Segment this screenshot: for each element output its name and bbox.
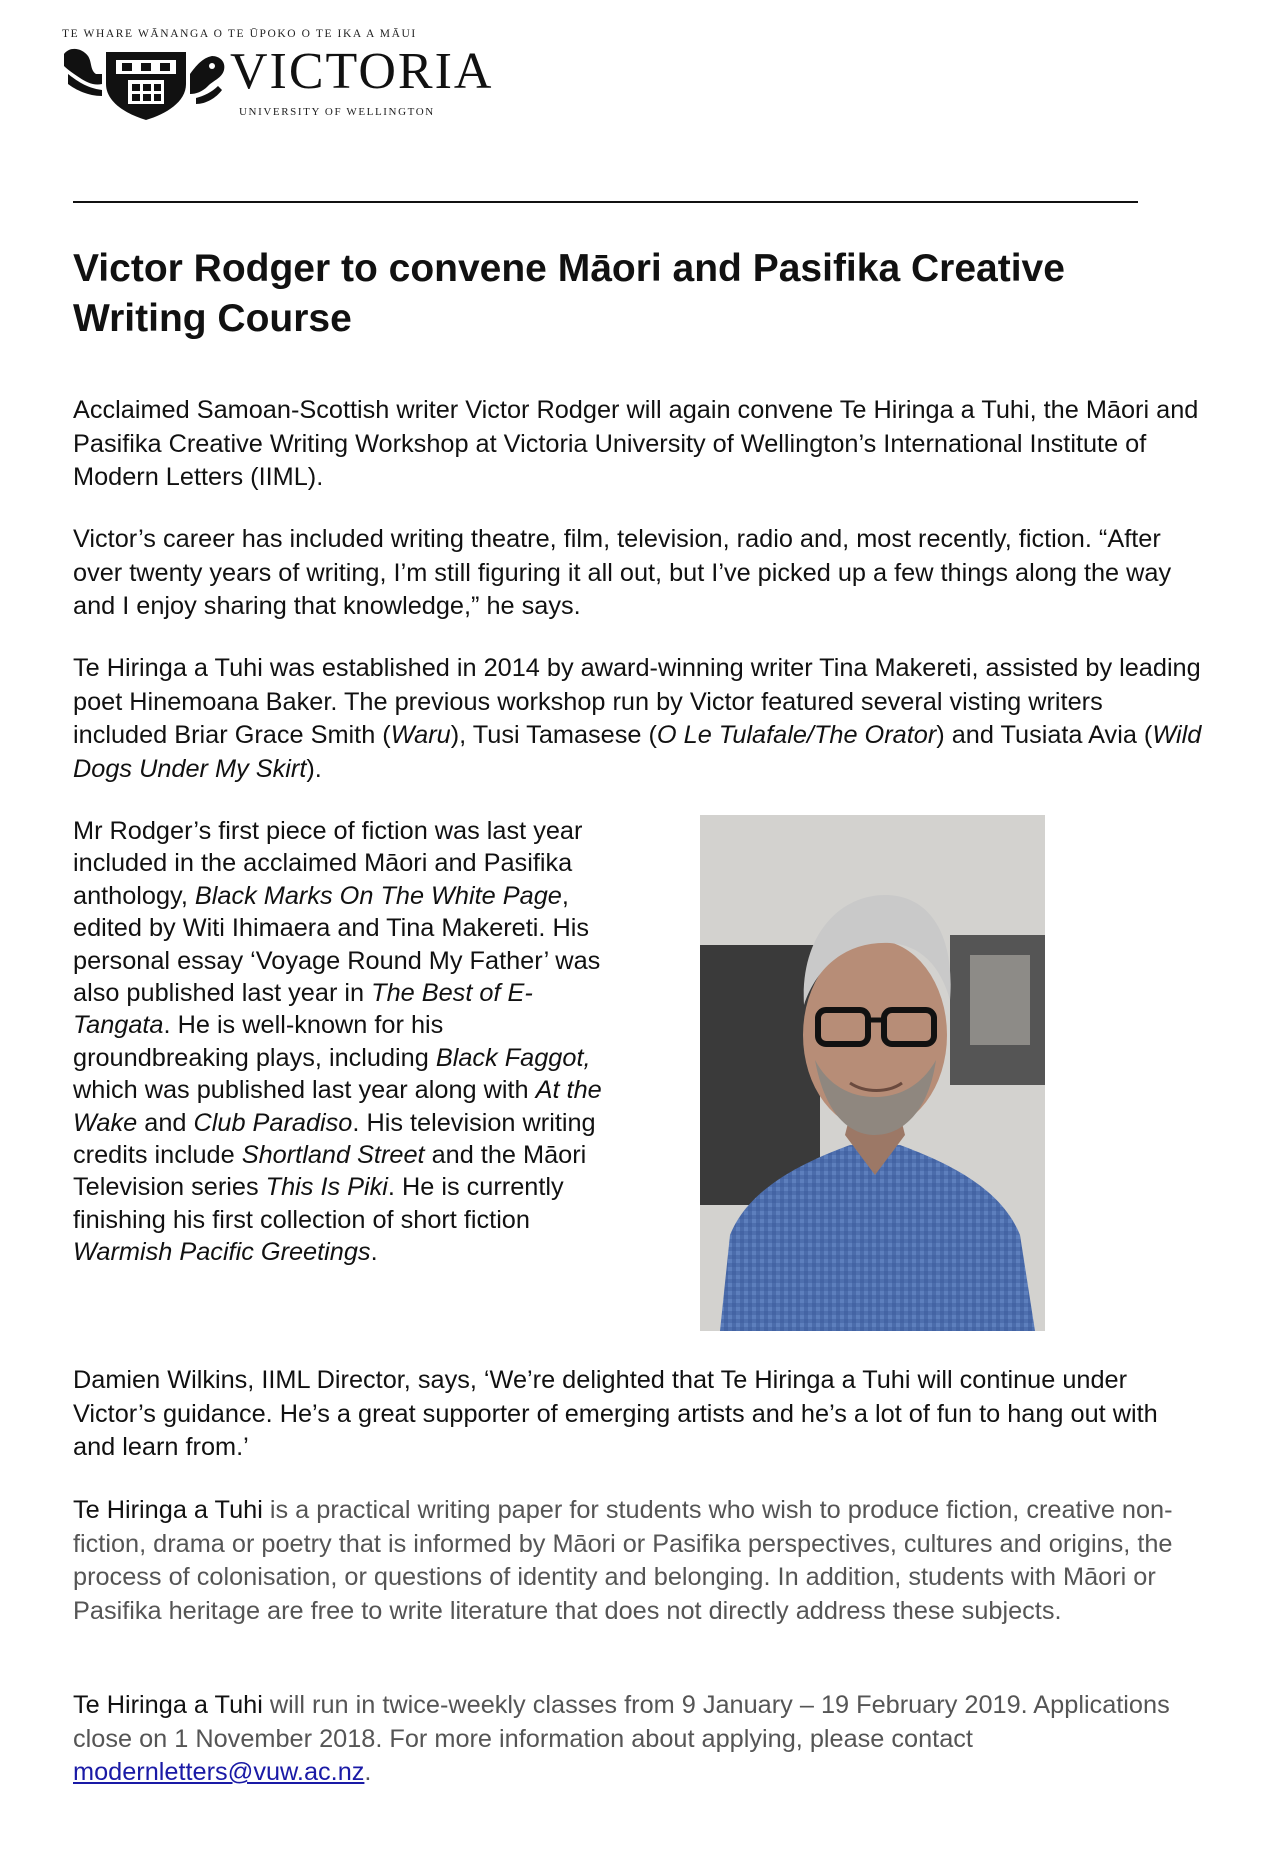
paragraph-schedule: Te Hiringa a Tuhi will run in twice-weekly classes from 9 January – 19 February 2019. Applications close on 1 November 2018. For more information about applying, please contact modernletters@vuw.ac.nz.	[73, 1691, 1170, 1787]
paragraph-bio: Mr Rodger’s first piece of fiction was last year included in the acclaimed Māori and Pasifika anthology, Black Marks On The White Page, edited by Witi Ihimaera and Tina Makereti. His personal essay ‘Voyage Round My Father’ was also published last year in The Best of E-Tangata. He is well-known for his groundbreaking plays, including Black Faggot, which was published last year along with At the Wake and Club Paradiso. His television writing credits include Shortland Street and the Māori Television series This Is Piki. He is currently finishing his first collection of short fiction Warmish Pacific Greetings.	[73, 817, 602, 1267]
paragraph-quote: Damien Wilkins, IIML Director, says, ‘We’re delighted that Te Hiringa a Tuhi will continue under Victor’s guidance. He’s a great supporter of emerging artists and he’s a lot of fun to hang out with and learn from.’	[73, 1366, 1158, 1462]
article-title: Victor Rodger to convene Māori and Pasifika Creative Writing Course	[73, 247, 1065, 340]
header-rule	[73, 201, 1138, 203]
university-subtitle: UNIVERSITY OF WELLINGTON	[239, 106, 435, 118]
contact-email-link[interactable]: modernletters@vuw.ac.nz	[73, 1758, 365, 1787]
paragraph-history: Te Hiringa a Tuhi was established in 2014 by award-winning writer Tina Makereti, assisted by leading poet Hinemoana Baker. The previous workshop run by Victor featured several visting writers included Briar Grace Smith (Waru), Tusi Tamasese (O Le Tulafale/The Orator) and Tusiata Avia (Wild Dogs Under My Skirt).	[73, 654, 1202, 783]
crest-icon	[62, 44, 227, 120]
paragraph-course-description: Te Hiringa a Tuhi is a practical writing paper for students who wish to produce fiction, creative non-fiction, drama or poetry that is informed by Māori or Pasifika perspectives, cultures and origins, the process of colonisation, or questions of identity and belonging. In addition, students with Māori or Pasifika heritage are free to write literature that does not directly address these subjects.	[73, 1496, 1173, 1625]
paragraph-career: Victor’s career has included writing theatre, film, television, radio and, most recently, fiction. “After over twenty years of writing, I’m still figuring it all out, but I’ve picked up a few things along the way and I enjoy sharing that knowledge,” he says.	[73, 525, 1172, 621]
university-logo	[62, 28, 492, 118]
university-name: VICTORIA	[230, 43, 494, 100]
portrait-photo	[700, 815, 1045, 1331]
paragraph-intro: Acclaimed Samoan-Scottish writer Victor Rodger will again convene Te Hiringa a Tuhi, the Māori and Pasifika Creative Writing Workshop at Victoria University of Wellington’s International Institute of Modern Letters (IIML).	[73, 396, 1199, 492]
logo-motto: TE WHARE WĀNANGA O TE ŪPOKO O TE IKA A MĀUI	[62, 28, 417, 40]
